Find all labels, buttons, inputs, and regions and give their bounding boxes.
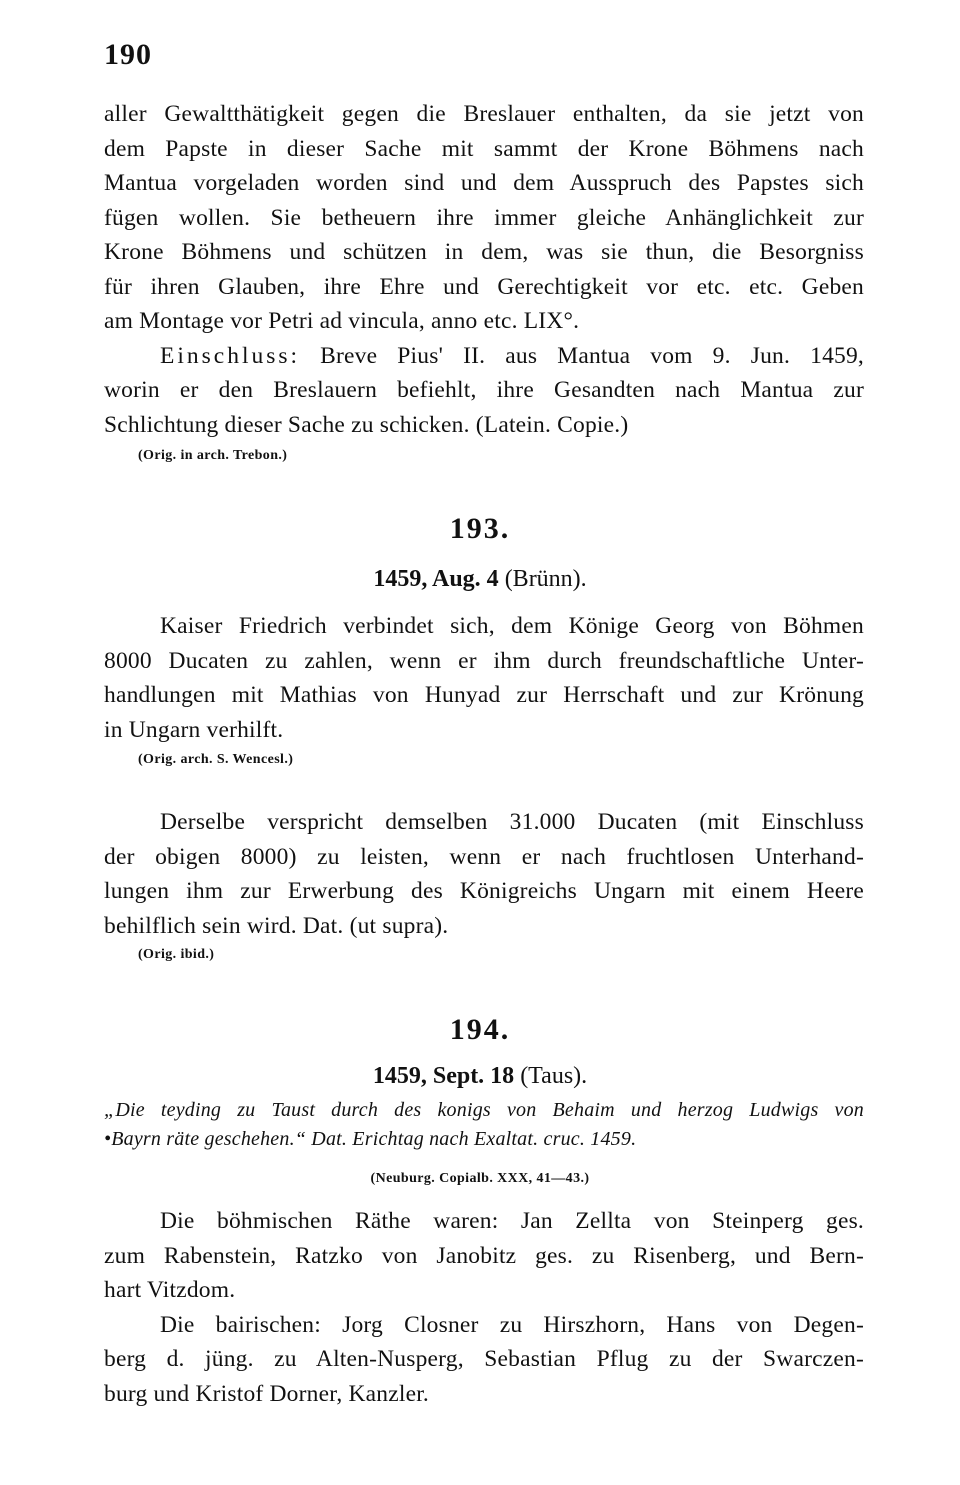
source-citation: (Orig. arch. S. Wencesl.) [138,752,294,767]
text-line: burg und Kristof Dorner, Kanzler. [104,1380,430,1407]
entry-date [0,566,960,593]
text-line: am Montage vor Petri ad vincula, anno etc. LIX°. [104,308,580,334]
quote-line: •Bayrn räte geschehen.“ Dat. Erichtag nach Exaltat. cruc. 1459. [104,1128,637,1150]
quote-line: „Die teyding zu Taust durch des konigs von Behaim und herzog Ludwigs von [104,1099,864,1121]
entry-place: (Taus). [520,1063,588,1089]
page-number: 190 [104,38,152,71]
source-citation: (Orig. ibid.) [138,947,215,962]
text-line: Schlichtung dieser Sache zu schicken. (Latein. Copie.) [104,411,629,438]
entry-date [0,1063,960,1090]
text-line: der obigen 8000) zu leisten, wenn er nach fruchtlosen Unterhand- [104,843,864,870]
text-line: Derselbe verspricht demselben 31.000 Ducaten (mit Einschluss [160,809,864,835]
text-line: 8000 Ducaten zu zahlen, wenn er ihm durch freundschaftliche Unter- [104,647,864,674]
text-line: berg d. jüng. zu Alten-Nusperg, Sebastian Pflug zu der Swarczen- [104,1346,864,1372]
entry-date-bold: 1459, Sept. 18 [372,1063,515,1089]
text-line: behilflich sein wird. Dat. (ut supra). [104,912,449,939]
text-line: Die bairischen: Jorg Closner zu Hirszhorn, Hans von Degen- [160,1311,864,1338]
entry-place: (Brünn). [504,566,587,592]
source-citation: (Neuburg. Copialb. XXX, 41—43.) [370,1171,590,1186]
text-line: worin er den Breslauern befiehlt, ihre Gesandten nach Mantua zur [104,377,864,403]
enclosure-line [104,339,864,374]
text-line: fügen wollen. Sie betheuern ihre immer gleiche Anhänglichkeit zur [104,204,864,231]
entry-194-paragraph [104,1204,864,1411]
enclosure-text: Breve Pius' II. aus Mantua vom 9. Jun. 1459, [320,342,865,369]
enclosure-label: Einschluss: [160,342,301,369]
text-line: aller Gewaltthätigkeit gegen die Breslauer enthalten, da sie jetzt von [104,101,864,127]
entry-number: 193. [449,512,511,545]
text-line: zum Rabenstein, Ratzko von Janobitz ges. zu Risenberg, und Bern- [104,1242,864,1269]
text-line: hart Vitzdom. [104,1277,236,1303]
text-line: Krone Böhmens und schützen in dem, was sie thun, die Besorgniss [104,239,864,265]
text-line: für ihren Glauben, ihre Ehre und Gerechtigkeit vor etc. etc. Geben [104,273,864,300]
entry-date-bold: 1459, Aug. 4 [373,566,499,592]
text-line: lungen ihm zur Erwerbung des Königreichs Ungarn mit einem Heere [104,878,864,904]
text-line: Kaiser Friedrich verbindet sich, dem Könige Georg von Böhmen [160,613,864,639]
entry-193-paragraph [104,609,864,747]
entry-193-paragraph-2 [104,805,864,943]
text-line: dem Papste in dieser Sache mit sammt der Krone Böhmens nach [104,135,864,162]
continued-paragraph [104,97,864,442]
source-citation: (Orig. in arch. Trebon.) [138,448,288,463]
entry-194-quote [104,1096,864,1154]
text-line: in Ungarn verhilft. [104,716,284,743]
entry-number: 194. [449,1013,511,1046]
text-line: Die böhmischen Räthe waren: Jan Zellta von Steinperg ges. [160,1208,864,1234]
text-line: handlungen mit Mathias von Hunyad zur Herrschaft und zur Krönung [104,682,864,708]
text-line: Mantua vorgeladen worden sind und dem Ausspruch des Papstes sich [104,170,864,196]
